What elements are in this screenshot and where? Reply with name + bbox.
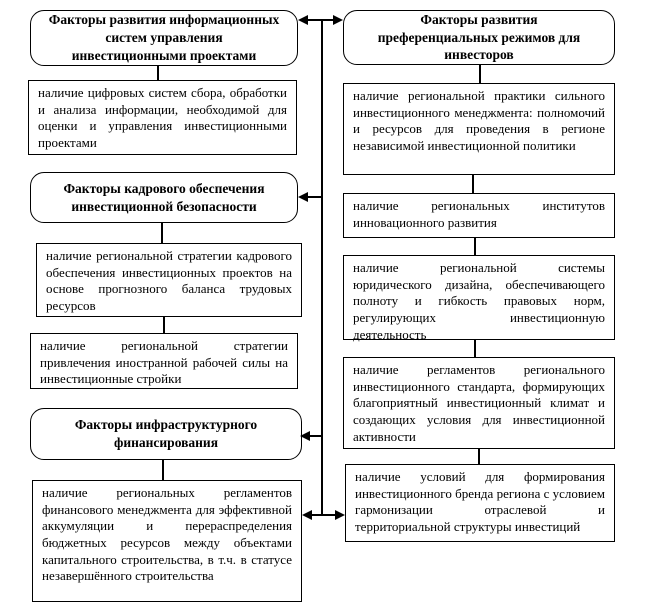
item-investment-brand: наличие условий для формирования инвестиционного бренда региона с условием гармонизации отраслевой и территориальной структуры инвестиций: [345, 464, 615, 542]
arrowhead-left-icon: [300, 431, 310, 441]
arrowhead-right-icon: [333, 15, 343, 25]
item-investment-management: наличие региональной практики сильного инвестиционного менеджмента: полномочий и ресурсов для проведения в регионе независимой инвестиционной политики: [343, 83, 615, 175]
header-info-systems: [30, 10, 298, 66]
header-infrastructure-financing-label: Факторы инфраструктурного финансирования: [74, 417, 258, 450]
header-preferential-regimes: [343, 10, 615, 65]
item-financial-regulations: наличие региональных регламентов финансового менеджмента для эффективной аккумуляции и перераспределения бюджетных ресурсов между объектами капитального строительства, в т.ч. в статусе незавершённого строительства: [32, 480, 302, 602]
connector-right-2: [472, 174, 474, 194]
connector-bottom-bidirectional: [311, 514, 336, 516]
connector-left-1: [157, 65, 159, 81]
connector-central-trunk: [321, 19, 323, 516]
item-innovation-institutes: наличие региональных институтов инновационного развития: [343, 193, 615, 238]
item-legal-design: наличие региональной системы юридического дизайна, обеспечивающего полноту и гибкость правовых норм, регулирующих инвестиционную деятельность: [343, 255, 615, 340]
connector-left-4: [162, 459, 164, 481]
connector-left-2: [161, 222, 163, 244]
connector-right-3: [474, 237, 476, 256]
connector-right-1: [479, 64, 481, 84]
connector-branch-hr-security: [307, 196, 322, 198]
connector-left-3: [163, 316, 165, 334]
arrowhead-left-icon: [298, 192, 308, 202]
connector-branch-infrastructure: [309, 435, 322, 437]
header-info-systems-label: Факторы развития информационных систем управления инвестиционными проектами: [48, 12, 280, 63]
arrowhead-left-icon: [298, 15, 308, 25]
item-investment-standard: наличие регламентов регионального инвестиционного стандарта, формирующих благоприятный инвестиционный климат и создающих условия для инвестиционной активности: [343, 357, 615, 449]
item-foreign-labor: наличие региональной стратегии привлечения иностранной рабочей силы на инвестиционные стройки: [30, 333, 298, 389]
arrowhead-right-icon: [335, 510, 345, 520]
connector-right-4: [474, 339, 476, 358]
header-hr-security-label: Факторы кадрового обеспечения инвестиционной безопасности: [63, 180, 265, 214]
header-hr-security: [30, 172, 298, 223]
item-digital-systems: наличие цифровых систем сбора, обработки и анализа информации, необходимой для оценки и управления инвестиционными проектами: [28, 80, 297, 155]
arrowhead-left-icon: [302, 510, 312, 520]
header-preferential-regimes-label: Факторы развития преференциальных режимов для инвесторов: [377, 11, 581, 63]
connector-top-bidirectional: [306, 19, 334, 21]
item-hr-strategy: наличие региональной стратегии кадрового обеспечения инвестиционных проектов на основе прогнозного баланса трудовых ресурсов: [36, 243, 302, 317]
header-infrastructure-financing: [30, 408, 302, 460]
connector-right-5: [478, 448, 480, 465]
